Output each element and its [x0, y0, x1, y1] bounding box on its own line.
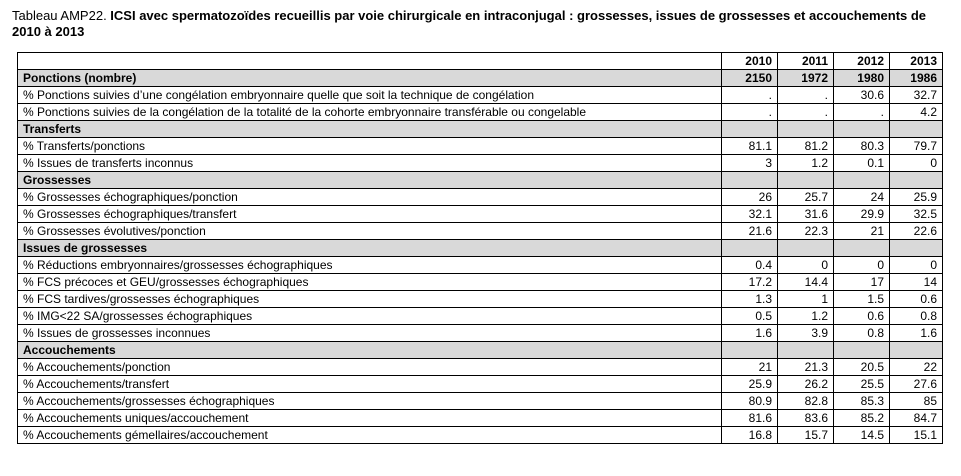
table-row	[18, 257, 943, 274]
value-cell-2011: .	[778, 104, 834, 121]
value-cell-2011	[778, 172, 834, 189]
value-cell-2013: 85	[890, 393, 943, 410]
table-row	[18, 291, 943, 308]
value-cell-2011	[778, 240, 834, 257]
value-cell-2010: 21	[722, 359, 778, 376]
value-cell-2013: 27.6	[890, 376, 943, 393]
value-cell-2012	[834, 121, 890, 138]
value-cell-2011: 1972	[778, 70, 834, 87]
value-cell-2013	[890, 240, 943, 257]
value-cell-2010	[722, 121, 778, 138]
row-label: % Accouchements/transfert	[18, 376, 722, 393]
row-label: % Réductions embryonnaires/grossesses échographiques	[18, 257, 722, 274]
value-cell-2013: 1.6	[890, 325, 943, 342]
section-header-row	[18, 240, 943, 257]
row-label: % Issues de grossesses inconnues	[18, 325, 722, 342]
value-cell-2012: 0.8	[834, 325, 890, 342]
table-row	[18, 325, 943, 342]
value-cell-2013: 14	[890, 274, 943, 291]
value-cell-2013: 4.2	[890, 104, 943, 121]
row-label: % IMG<22 SA/grossesses échographiques	[18, 308, 722, 325]
row-label: % Accouchements/grossesses échographiques	[18, 393, 722, 410]
value-cell-2011: 22.3	[778, 223, 834, 240]
row-label: % Grossesses échographiques/ponction	[18, 189, 722, 206]
value-cell-2013: 25.9	[890, 189, 943, 206]
row-label: Grossesses	[18, 172, 722, 189]
value-cell-2011: .	[778, 87, 834, 104]
value-cell-2012	[834, 342, 890, 359]
table-row	[18, 359, 943, 376]
value-cell-2010: 26	[722, 189, 778, 206]
value-cell-2011: 81.2	[778, 138, 834, 155]
value-cell-2012: 85.3	[834, 393, 890, 410]
value-cell-2013	[890, 172, 943, 189]
section-header-row	[18, 342, 943, 359]
value-cell-2013: 79.7	[890, 138, 943, 155]
value-cell-2010: 0.4	[722, 257, 778, 274]
value-cell-2013	[890, 342, 943, 359]
value-cell-2013: 1986	[890, 70, 943, 87]
row-label: % FCS précoces et GEU/grossesses échographiques	[18, 274, 722, 291]
value-cell-2012: 85.2	[834, 410, 890, 427]
value-cell-2011: 1.2	[778, 155, 834, 172]
row-label: Issues de grossesses	[18, 240, 722, 257]
row-label: % FCS tardives/grossesses échographiques	[18, 291, 722, 308]
value-cell-2010: 21.6	[722, 223, 778, 240]
results-table	[17, 52, 943, 444]
value-cell-2013: 22.6	[890, 223, 943, 240]
value-cell-2011: 3.9	[778, 325, 834, 342]
value-cell-2012: 25.5	[834, 376, 890, 393]
row-label: % Grossesses évolutives/ponction	[18, 223, 722, 240]
table-caption-title: ICSI avec spermatozoïdes recueillis par voie chirurgicale en intraconjugal : grossesses, issues de grossesses et accouchements de 2010 à 2013	[12, 8, 927, 39]
row-label: Ponctions (nombre)	[18, 70, 722, 87]
row-label: % Issues de transferts inconnus	[18, 155, 722, 172]
value-cell-2010: 32.1	[722, 206, 778, 223]
value-cell-2011: 26.2	[778, 376, 834, 393]
table-row	[18, 274, 943, 291]
value-cell-2010: 80.9	[722, 393, 778, 410]
value-cell-2011: 14.4	[778, 274, 834, 291]
value-cell-2012: 1980	[834, 70, 890, 87]
value-cell-2012: 0	[834, 257, 890, 274]
value-cell-2010: 3	[722, 155, 778, 172]
value-cell-2013: 32.7	[890, 87, 943, 104]
table-row	[18, 308, 943, 325]
value-cell-2010: 16.8	[722, 427, 778, 444]
year-header-2011: 2011	[778, 53, 834, 70]
value-cell-2011: 0	[778, 257, 834, 274]
value-cell-2012: 80.3	[834, 138, 890, 155]
value-cell-2010: 1.3	[722, 291, 778, 308]
value-cell-2010: .	[722, 87, 778, 104]
value-cell-2012: 1.5	[834, 291, 890, 308]
table-row	[18, 206, 943, 223]
value-cell-2012: 0.6	[834, 308, 890, 325]
value-cell-2011: 25.7	[778, 189, 834, 206]
table-row	[18, 104, 943, 121]
year-header-2013: 2013	[890, 53, 943, 70]
year-header-2010: 2010	[722, 53, 778, 70]
value-cell-2013: 84.7	[890, 410, 943, 427]
value-cell-2010: 17.2	[722, 274, 778, 291]
value-cell-2010	[722, 342, 778, 359]
value-cell-2011: 21.3	[778, 359, 834, 376]
year-header-2012: 2012	[834, 53, 890, 70]
row-label: % Ponctions suivies de la congélation de la totalité de la cohorte embryonnaire transférable ou congelable	[18, 104, 722, 121]
value-cell-2012	[834, 240, 890, 257]
table-row	[18, 87, 943, 104]
value-cell-2013: 0.8	[890, 308, 943, 325]
table-caption	[12, 8, 954, 40]
value-cell-2010: 25.9	[722, 376, 778, 393]
value-cell-2012: 30.6	[834, 87, 890, 104]
value-cell-2010: 81.1	[722, 138, 778, 155]
value-cell-2011: 1.2	[778, 308, 834, 325]
table-row	[18, 393, 943, 410]
value-cell-2013: 15.1	[890, 427, 943, 444]
value-cell-2012	[834, 172, 890, 189]
value-cell-2010	[722, 240, 778, 257]
value-cell-2011: 82.8	[778, 393, 834, 410]
value-cell-2013: 0.6	[890, 291, 943, 308]
header-blank-cell	[18, 53, 722, 70]
value-cell-2013: 0	[890, 155, 943, 172]
value-cell-2012: 24	[834, 189, 890, 206]
value-cell-2012: 21	[834, 223, 890, 240]
row-label: % Ponctions suivies d’une congélation embryonnaire quelle que soit la technique de congélation	[18, 87, 722, 104]
table-row	[18, 189, 943, 206]
value-cell-2012: 0.1	[834, 155, 890, 172]
section-header-row	[18, 172, 943, 189]
table-row	[18, 138, 943, 155]
value-cell-2010: 0.5	[722, 308, 778, 325]
table-caption-prefix: Tableau AMP22.	[12, 8, 107, 23]
value-cell-2013: 0	[890, 257, 943, 274]
value-cell-2011	[778, 342, 834, 359]
section-header-row	[18, 121, 943, 138]
value-cell-2013: 32.5	[890, 206, 943, 223]
value-cell-2012: 20.5	[834, 359, 890, 376]
value-cell-2011: 15.7	[778, 427, 834, 444]
value-cell-2010	[722, 172, 778, 189]
value-cell-2013	[890, 121, 943, 138]
value-cell-2012: .	[834, 104, 890, 121]
table-row	[18, 410, 943, 427]
row-label: % Accouchements gémellaires/accouchement	[18, 427, 722, 444]
value-cell-2010: 81.6	[722, 410, 778, 427]
section-header-row	[18, 70, 943, 87]
row-label: Accouchements	[18, 342, 722, 359]
table-row	[18, 376, 943, 393]
row-label: % Accouchements/ponction	[18, 359, 722, 376]
value-cell-2013: 22	[890, 359, 943, 376]
value-cell-2011: 83.6	[778, 410, 834, 427]
table-row	[18, 155, 943, 172]
value-cell-2012: 14.5	[834, 427, 890, 444]
table-row	[18, 223, 943, 240]
row-label: % Grossesses échographiques/transfert	[18, 206, 722, 223]
row-label: % Accouchements uniques/accouchement	[18, 410, 722, 427]
value-cell-2012: 17	[834, 274, 890, 291]
table-row	[18, 427, 943, 444]
row-label: Transferts	[18, 121, 722, 138]
year-header-row	[18, 53, 943, 70]
value-cell-2010: .	[722, 104, 778, 121]
row-label: % Transferts/ponctions	[18, 138, 722, 155]
value-cell-2010: 2150	[722, 70, 778, 87]
value-cell-2010: 1.6	[722, 325, 778, 342]
value-cell-2011: 31.6	[778, 206, 834, 223]
value-cell-2011: 1	[778, 291, 834, 308]
value-cell-2012: 29.9	[834, 206, 890, 223]
value-cell-2011	[778, 121, 834, 138]
